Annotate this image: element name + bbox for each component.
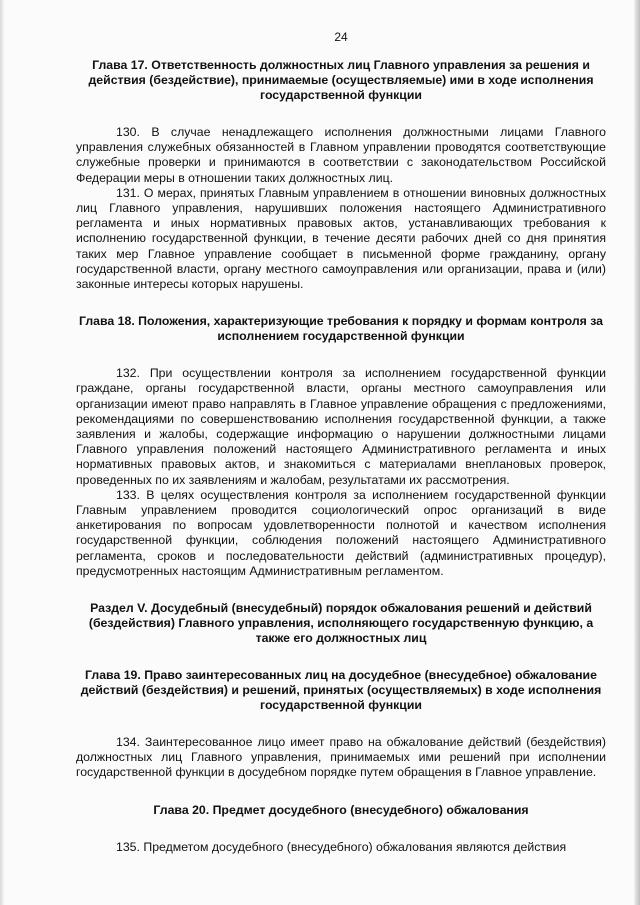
paragraph-135: 135. Предметом досудебного (внесудебного) обжалования являются действия xyxy=(116,839,567,854)
chapter-20-heading: Глава 20. Предмет досудебного (внесудебного) обжалования xyxy=(153,802,529,817)
page-edge-left xyxy=(0,0,4,905)
chapter-19-heading: Глава 19. Право заинтересованных лиц на досудебное (внесудебное) обжалование действий (бездействия) и решений, принятых (осуществляемых) в ходе исполнения государственной функции xyxy=(80,668,602,713)
paragraph-130: 130. В случае ненадлежащего исполнения должностными лицами Главного управления служебных обязанностей в Главном управлении проводятся соответствующие служебные проверки и принимаются в соответствии с законодательством Российской Федерации меры в отношении таких должностных лиц. xyxy=(76,125,606,185)
chapter-18-heading: Глава 18. Положения, характеризующие требования к порядку и формам контроля за исполнением государственной функции xyxy=(78,314,604,344)
page-number: 24 xyxy=(334,30,348,44)
chapter-17-heading: Глава 17. Ответственность должностных лиц Главного управления за решения и действия (бездействие), принимаемые (осуществляемые) ими в ходе исполнения государственной функции xyxy=(88,58,594,102)
paragraph-133: 133. В целях осуществления контроля за исполнением государственной функции Главным управлением проводится социологический опрос организаций в виде анкетирования по вопросам удовлетворенности полнотой и качеством исполнения государственной функции, соблюдения положений настоящего Административного регламента, сроков и последовательности действий (административных процедур), предусмотренных настоящим Административным регламентом. xyxy=(76,487,606,578)
page-content xyxy=(76,30,606,855)
paragraph-132: 132. При осуществлении контроля за исполнением государственной функции граждане, органы государственной власти, органы местного самоуправления или организации имеют право направлять в Главное управление обращения с предложениями, рекомендациями по совершенствованию исполнения государственной функции, а также заявления и жалобы, содержащие информацию о нарушении должностными лицами Главного управления положений настоящего Административного регламента и иных нормативных правовых актов, и знакомиться с материалами внеплановых проверок, проведенных по их заявлениям и жалобам, результатами их рассмотрения. xyxy=(76,366,606,487)
section-5-heading: Раздел V. Досудебный (внесудебный) порядок обжалования решений и действий (бездействия) Главного управления, исполняющего государственную функцию, а также его должностных лиц xyxy=(88,601,594,646)
paragraph-134: 134. Заинтересованное лицо имеет право на обжалование действий (бездействия) должностных лиц Главного управления, принимаемых ими решений при исполнении государственной функции в досудебном порядке путем обращения в Главное управление. xyxy=(76,735,606,780)
page-edge-right xyxy=(634,0,640,905)
paragraph-131: 131. О мерах, принятых Главным управлением в отношении виновных должностных лиц Главного управления, нарушивших положения настоящего Административного регламента и иных нормативных правовых актов, устанавливающих требования к исполнению государственной функции, в течение десяти рабочих дней со дня принятия таких мер Главное управление сообщает в письменной форме гражданину, органу государственной власти, органу местного самоуправления или организации, права и (или) законные интересы которых нарушены. xyxy=(76,185,606,292)
